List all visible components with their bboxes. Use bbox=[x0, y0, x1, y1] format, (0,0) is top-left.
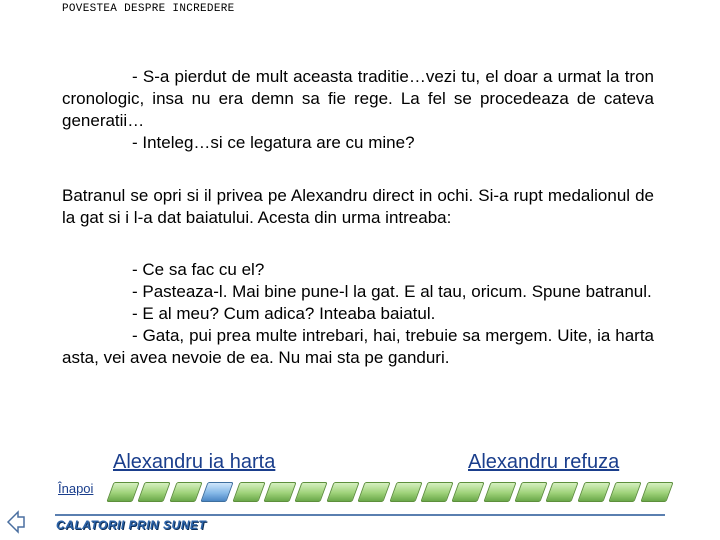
page-icon bbox=[263, 482, 297, 502]
page-icon bbox=[420, 482, 454, 502]
page-icon bbox=[295, 482, 329, 502]
page-icon bbox=[326, 482, 360, 502]
dialogue-line: - Pasteaza-l. Mai bine pune-l la gat. E al tau, oricum. Spune batranul. bbox=[132, 282, 652, 301]
dialogue-line: - Inteleg…si ce legatura are cu mine? bbox=[132, 133, 415, 152]
choice-take-map-link[interactable]: Alexandru ia harta bbox=[113, 451, 276, 473]
progress-strip bbox=[110, 482, 670, 504]
page-icon bbox=[357, 482, 391, 502]
page-icon bbox=[609, 482, 643, 502]
dialogue-line: - Ce sa fac cu el? bbox=[132, 260, 265, 279]
page-icon bbox=[452, 482, 486, 502]
story-paragraph-3 bbox=[62, 259, 654, 369]
back-arrow-icon[interactable] bbox=[4, 508, 26, 536]
page-icon bbox=[577, 482, 611, 502]
footer-logo: CALATORII PRIN SUNET bbox=[56, 518, 207, 532]
page-icon bbox=[640, 482, 674, 502]
dialogue-line: - S-a pierdut de mult aceasta traditie…vezi tu, el doar a urmat la tron cronologic, insa nu era demn sa fie rege. La fel se procedeaza de cateva generatii… bbox=[62, 67, 654, 130]
page-icon bbox=[389, 482, 423, 502]
back-link[interactable]: Înapoi bbox=[58, 481, 94, 496]
page-icon bbox=[546, 482, 580, 502]
story-paragraph-2: Batranul se opri si il privea pe Alexandru direct in ochi. Si-a rupt medalionul de la gat si i l-a dat baiatului. Acesta din urma intreaba: bbox=[62, 186, 654, 227]
page-icon bbox=[106, 482, 140, 502]
current-page-icon bbox=[201, 482, 235, 502]
story-paragraph-1 bbox=[62, 66, 654, 154]
page-icon bbox=[232, 482, 266, 502]
footer-divider bbox=[55, 514, 665, 516]
page-icon bbox=[483, 482, 517, 502]
story-title: POVESTEA DESPRE INCREDERE bbox=[62, 3, 235, 15]
dialogue-line: - E al meu? Cum adica? Inteaba baiatul. bbox=[132, 304, 436, 323]
choice-refuse-link[interactable]: Alexandru refuza bbox=[468, 451, 620, 473]
dialogue-line: - Gata, pui prea multe intrebari, hai, trebuie sa mergem. Uite, ia harta asta, vei avea nevoie de ea. Nu mai sta pe ganduri. bbox=[62, 326, 654, 367]
page-icon bbox=[169, 482, 203, 502]
page-icon bbox=[514, 482, 548, 502]
page-icon bbox=[138, 482, 172, 502]
